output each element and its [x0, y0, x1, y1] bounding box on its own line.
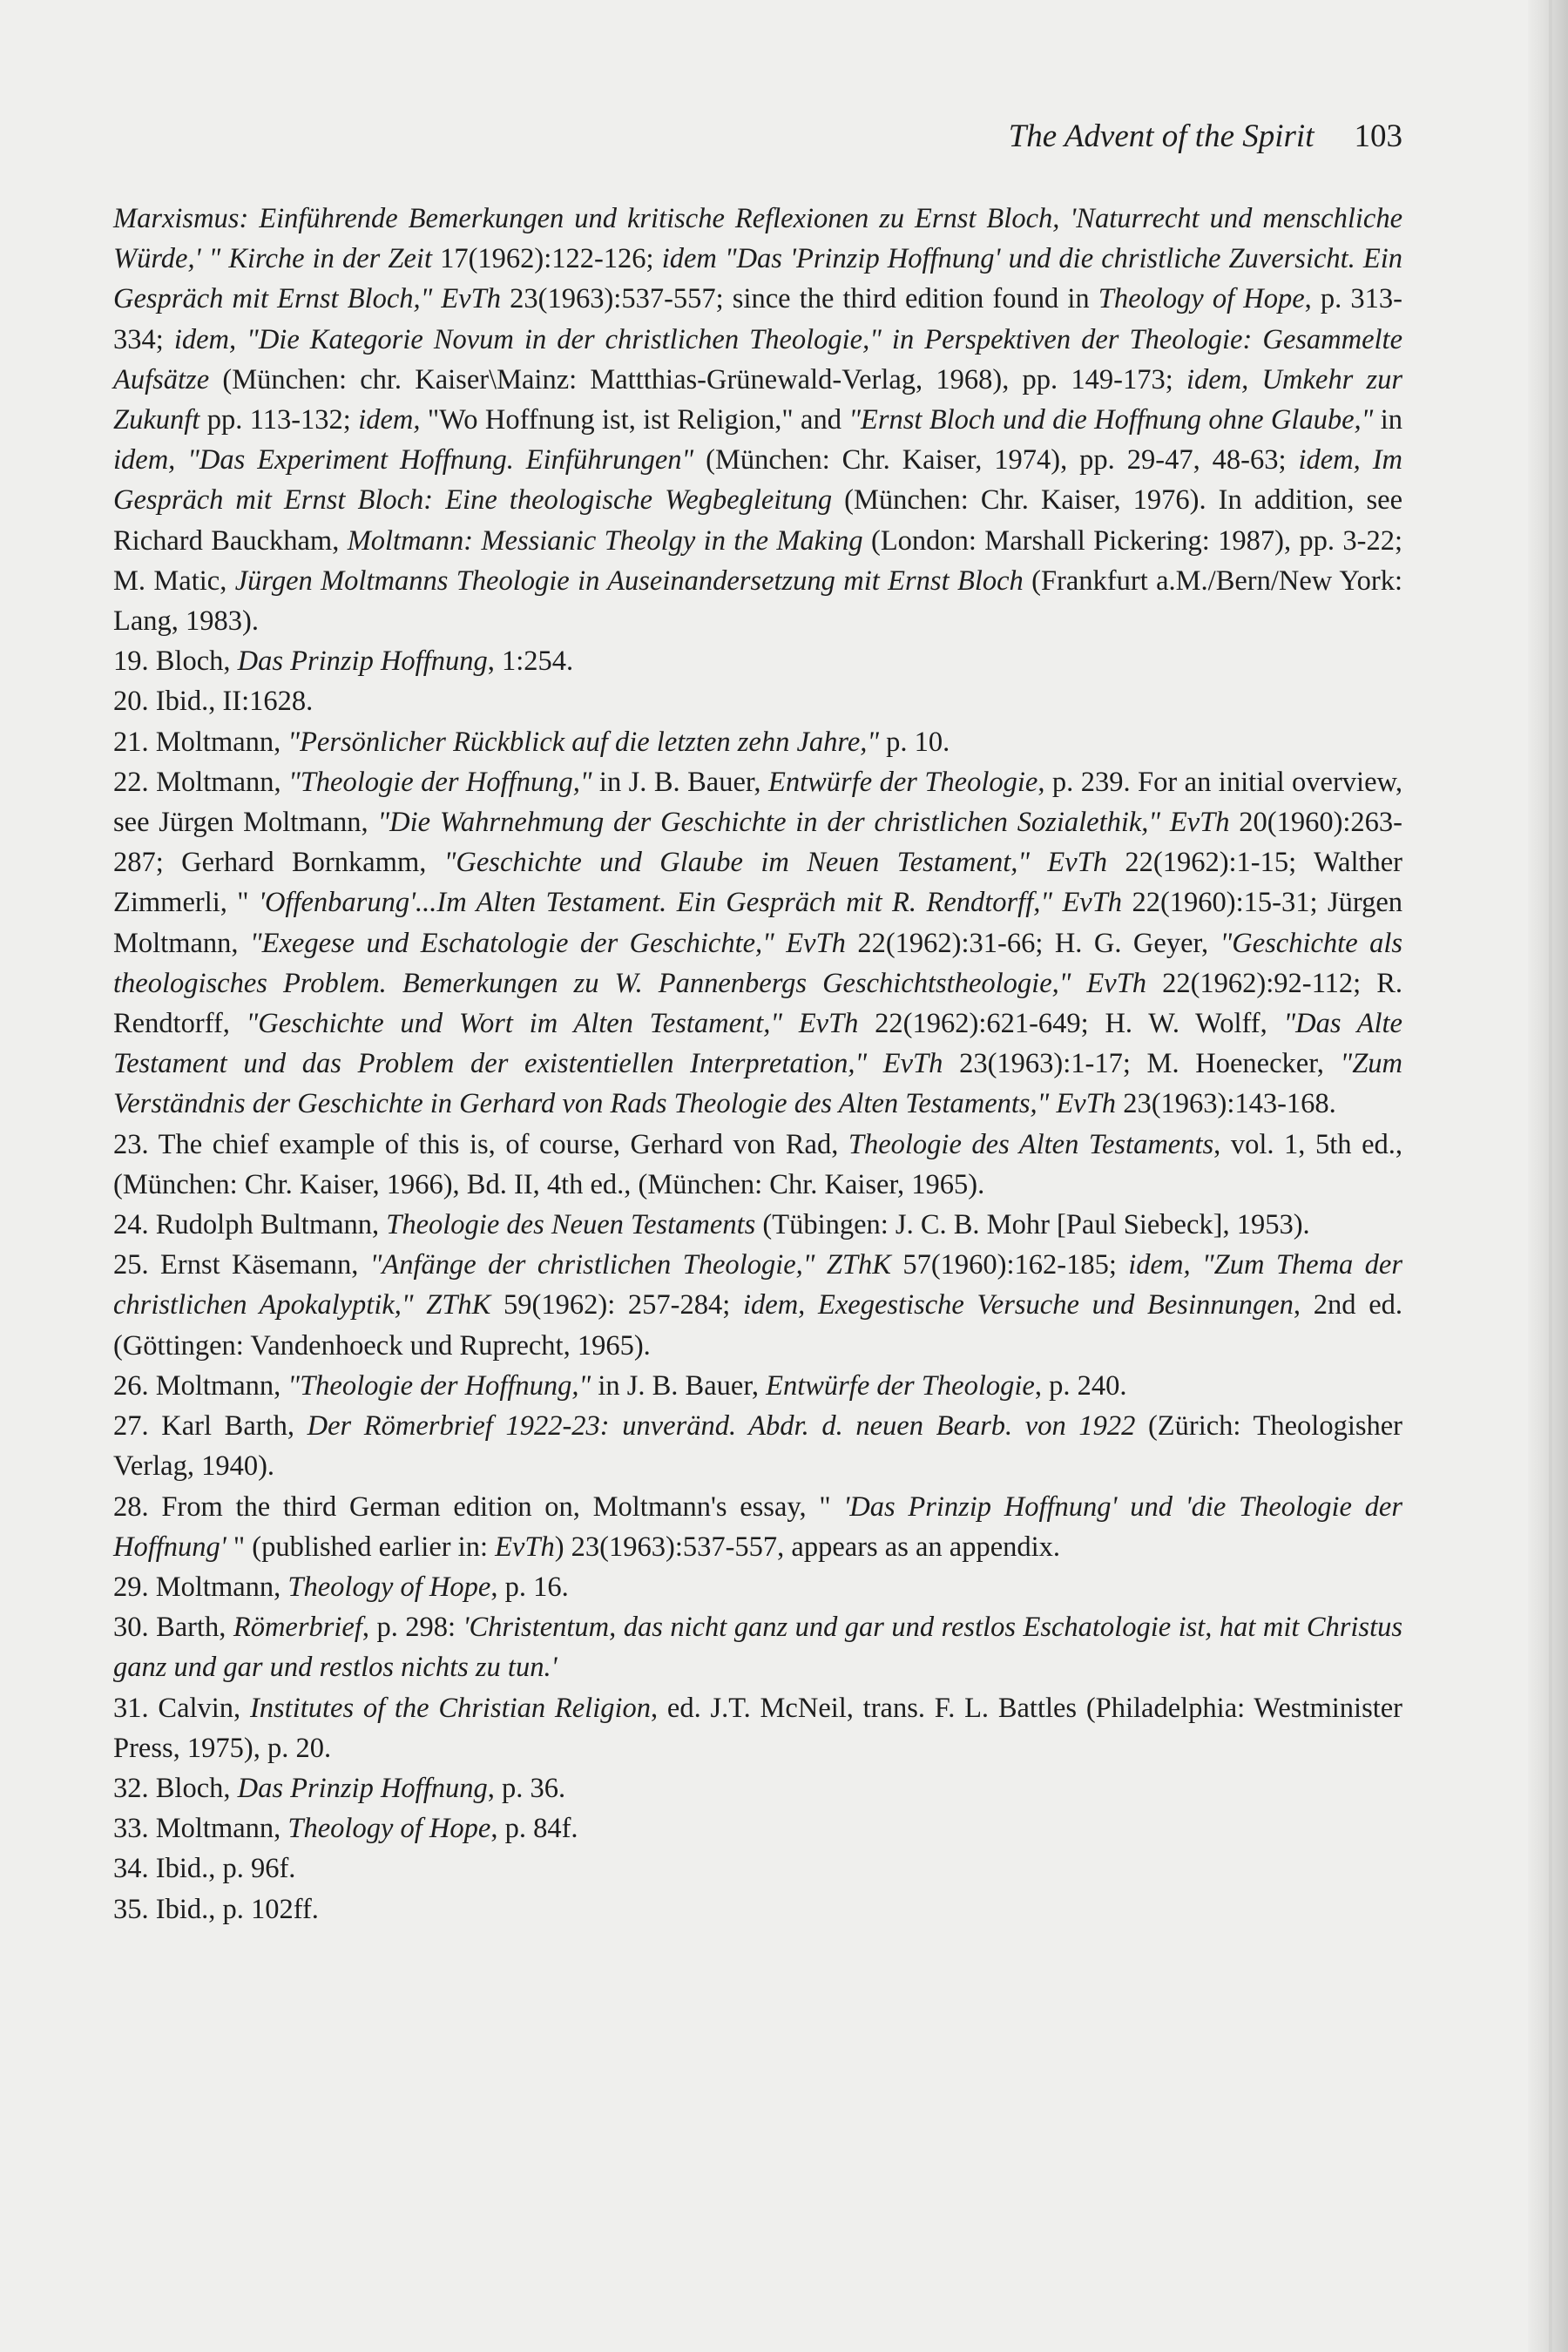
italic-run: Marxismus: Einführende Bemerkungen und kritische Reflexionen zu Ernst Bloch, 'Naturrecht und menschliche Würde,' " Kirche in der Zeit [113, 203, 1402, 275]
text-run: 23(1963):1-17; M. Hoenecker, [943, 1048, 1341, 1080]
italic-run: Theology of Hope [287, 1571, 491, 1603]
italic-run: "Anfänge der christlichen Theologie," ZThK [369, 1249, 891, 1281]
italic-run: "Theologie der Hoffnung," [288, 766, 592, 798]
text-run: , p. 298: [362, 1612, 463, 1644]
text-run: Rudolph Bultmann, [155, 1209, 387, 1241]
text-run: (Zürich: Theologisher Verlag, 1940). [113, 1410, 1402, 1483]
italic-run: 'Offenbarung'...Im Alten Testament. Ein Gespräch mit R. Rendtorff," EvTh [259, 887, 1123, 919]
text-run: Ibid., p. 96f. [155, 1853, 296, 1885]
text-run: 22(1962):621-649; H. W. Wolff, [858, 1008, 1284, 1040]
endnote-number: 19. [113, 645, 149, 678]
endnote-19 [113, 641, 1402, 681]
endnote-number: 24. [113, 1209, 149, 1241]
text-run: 23(1963):143-168. [1116, 1088, 1336, 1120]
endnote-23 [113, 1125, 1402, 1205]
text-run: p. 10. [879, 726, 950, 758]
endnote-number: 27. [113, 1410, 149, 1443]
text-run: "Wo Hoffnung ist, ist Religion," and [420, 404, 849, 436]
endnote-24 [113, 1205, 1402, 1245]
italic-run: Das Prinzip Hoffnung [237, 1772, 488, 1804]
endnote-29 [113, 1567, 1402, 1607]
endnote-22 [113, 762, 1402, 1125]
text-run: (Tübingen: J. C. B. Mohr [Paul Siebeck], 1953). [755, 1209, 1310, 1241]
endnote-number: 23. [113, 1128, 149, 1160]
text-run: (London: Marshall Pickering: 1987), pp. 3-22; M. Matic, [113, 524, 1402, 597]
endnote-25 [113, 1245, 1402, 1366]
text-run: From the third German edition on, Moltmann's essay, " [161, 1490, 844, 1523]
text-run: Ibid., II:1628. [155, 686, 314, 718]
italic-run: idem, "Die Kategorie Novum in der christlichen Theologie," in Perspektiven der Theologie: Gesammelte Aufsätze [113, 323, 1402, 395]
endnote-28 [113, 1487, 1402, 1567]
text-run: 22(1962):92-112; R. Rendtorff, [113, 967, 1403, 1040]
text-run: 17(1962):122-126; [431, 243, 662, 275]
endnote-number: 35. [113, 1893, 149, 1925]
endnote-continuation [113, 199, 1402, 641]
text-run: (München: Chr. Kaiser, 1974), pp. 29-47, 48-63; [693, 444, 1299, 476]
italic-run: idem, "Das Experiment Hoffnung. Einführungen" [113, 444, 694, 476]
italic-run: "Geschichte und Wort im Alten Testament," EvTh [246, 1008, 859, 1040]
text-run: Ibid., p. 102ff. [155, 1893, 319, 1925]
italic-run: 'Das Prinzip Hoffnung' und 'die Theologie der Hoffnung' [113, 1490, 1403, 1563]
endnote-number: 32. [113, 1772, 149, 1804]
endnote-number: 29. [113, 1571, 149, 1603]
text-run: Moltmann, [155, 1369, 288, 1402]
text-run: " (published earlier in: [226, 1531, 496, 1563]
italic-run: idem, Umkehr zur Zukunft [113, 363, 1402, 436]
italic-run: Theology of Hope [1098, 283, 1305, 315]
italic-run: Römerbrief [233, 1612, 362, 1644]
italic-run: Entwürfe der Theologie [766, 1369, 1035, 1402]
text-run: , ed. J.T. McNeil, trans. F. L. Battles (Philadelphia: Westminister Press, 1975), p. 20. [113, 1692, 1403, 1764]
endnote-26 [113, 1366, 1402, 1406]
text-run: Barth, [156, 1612, 233, 1644]
text-run: 59(1962): 257-284; [490, 1289, 743, 1321]
text-run: , p. 36. [487, 1772, 566, 1804]
endnote-35 [113, 1889, 1402, 1930]
page-number: 103 [1354, 118, 1402, 154]
italic-run: "Geschichte als theologisches Problem. Bemerkungen zu W. Pannenbergs Geschichtstheologie," EvTh [113, 927, 1402, 999]
italic-run: idem, Exegestische Versuche und Besinnungen [743, 1289, 1294, 1321]
text-run: , 2nd ed. (Göttingen: Vandenhoeck und Ruprecht, 1965). [113, 1289, 1402, 1362]
text-run: pp. 113-132; [199, 404, 359, 436]
endnote-number: 26. [113, 1369, 149, 1402]
italic-run: Der Römerbrief 1922-23: unveränd. Abdr. d. neuen Bearb. von 1922 [307, 1410, 1136, 1443]
text-run: Moltmann, [155, 726, 288, 758]
text-run: Moltmann, [155, 1571, 288, 1603]
italic-run: "Exegese und Eschatologie der Geschichte," EvTh [250, 927, 846, 959]
text-run: Bloch, [155, 645, 238, 678]
text-run: Calvin, [158, 1692, 250, 1724]
italic-run: idem, Im Gespräch mit Ernst Bloch: Eine theologische Wegbegleitung [113, 444, 1402, 517]
italic-run: "Theologie der Hoffnung," [287, 1369, 591, 1402]
text-run: ) 23(1963):537-557, appears as an appendix. [554, 1531, 1061, 1563]
endnote-31 [113, 1688, 1402, 1768]
text-run: The chief example of this is, of course, Gerhard von Rad, [158, 1128, 848, 1160]
italic-run: "Das Alte Testament und das Problem der existentiellen Interpretation," EvTh [113, 1008, 1402, 1080]
endnote-21 [113, 722, 1402, 762]
italic-run: "Ernst Bloch und die Hoffnung ohne Glaube," [848, 404, 1374, 436]
text-run: 23(1963):537-557; since the third edition found in [501, 283, 1098, 315]
italic-run: Das Prinzip Hoffnung [237, 645, 488, 678]
page-edge-line [1549, 0, 1552, 2352]
endnote-32 [113, 1768, 1402, 1808]
text-run: (München: chr. Kaiser\Mainz: Mattthias-Grünewald-Verlag, 1968), pp. 149-173; [209, 363, 1186, 395]
italic-run: Theologie des Neuen Testaments [386, 1209, 756, 1241]
italic-run: "Geschichte und Glaube im Neuen Testament," EvTh [443, 847, 1107, 879]
text-run: in J. B. Bauer, [591, 766, 768, 798]
text-run: , p. 84f. [490, 1813, 578, 1845]
endnote-20 [113, 681, 1402, 721]
page-edge-shadow [1528, 0, 1568, 2352]
italic-run: "Zum Verständnis der Geschichte in Gerhard von Rads Theologie des Alten Testaments," EvTh [113, 1048, 1402, 1120]
endnote-number: 21. [113, 726, 149, 758]
endnote-number: 34. [113, 1853, 149, 1885]
endnote-34 [113, 1848, 1402, 1889]
text-run: , p. 239. For an initial overview, see Jürgen Moltmann, [113, 766, 1402, 839]
text-run: Moltmann, [156, 766, 289, 798]
text-run: in J. B. Bauer, [591, 1369, 767, 1402]
text-run: Moltmann, [155, 1813, 288, 1845]
text-run: 57(1960):162-185; [890, 1249, 1129, 1281]
italic-run: "Persönlicher Rückblick auf die letzten zehn Jahre," [287, 726, 880, 758]
endnote-number: 28. [113, 1490, 149, 1523]
text-run: , p. 16. [490, 1571, 569, 1603]
running-head [932, 116, 1402, 158]
text-run: 20(1960):263-287; Gerhard Bornkamm, [113, 807, 1403, 879]
text-run: (Frankfurt a.M./Bern/New York: Lang, 1983). [113, 564, 1403, 638]
italic-run: "Die Wahrnehmung der Geschichte in der christlichen Sozialethik," EvTh [377, 807, 1230, 839]
italic-run: Moltmann: Messianic Theolgy in the Making [347, 524, 863, 557]
endnotes-block [113, 199, 1402, 1930]
text-run: , p. 240. [1034, 1369, 1127, 1402]
text-run: , vol. 1, 5th ed., (München: Chr. Kaiser, 1966), Bd. II, 4th ed., (München: Chr. Kaiser, 1965). [113, 1128, 1403, 1200]
text-run: in [1373, 404, 1402, 436]
endnote-number: 30. [113, 1612, 149, 1644]
italic-run: EvTh [495, 1531, 555, 1563]
italic-run: Theology of Hope [287, 1813, 491, 1845]
text-run: 22(1962):1-15; Walther Zimmerli, " [113, 847, 1403, 919]
italic-run: Theologie des Alten Testaments [848, 1128, 1214, 1160]
running-head-title: The Advent of the Spirit [1008, 118, 1315, 154]
text-run: , p. 313-334; [113, 283, 1402, 355]
endnote-27 [113, 1406, 1402, 1486]
text-run: 22(1960):15-31; Jürgen Moltmann, [113, 887, 1402, 959]
endnote-number: 20. [113, 686, 149, 718]
text-run: Karl Barth, [161, 1410, 308, 1443]
endnote-30 [113, 1607, 1402, 1687]
text-run: , 1:254. [487, 645, 574, 678]
italic-run: Jürgen Moltmanns Theologie in Auseinandersetzung mit Ernst Bloch [234, 564, 1024, 597]
italic-run: idem, [358, 404, 421, 436]
italic-run: Institutes of the Christian Religion [249, 1692, 652, 1724]
text-run: Ernst Käsemann, [160, 1249, 370, 1281]
endnote-number: 33. [113, 1813, 149, 1845]
endnote-number: 31. [113, 1692, 149, 1724]
italic-run: idem "Das 'Prinzip Hoffnung' und die christliche Zuversicht. Ein Gespräch mit Ernst Bloch," EvTh [113, 243, 1403, 315]
endnote-number: 25. [113, 1249, 149, 1281]
text-run: (München: Chr. Kaiser, 1976). In addition, see Richard Bauckham, [113, 484, 1402, 557]
italic-run: 'Christentum, das nicht ganz und gar und restlos Eschatologie ist, hat mit Christus ganz und gar und restlos nichts zu tun.' [113, 1612, 1402, 1684]
italic-run: Entwürfe der Theologie [767, 766, 1038, 798]
text-run: 22(1962):31-66; H. G. Geyer, [845, 927, 1220, 959]
endnote-number: 22. [113, 766, 149, 798]
italic-run: idem, "Zum Thema der christlichen Apokalyptik," ZThK [113, 1249, 1403, 1321]
text-run: Bloch, [155, 1772, 238, 1804]
endnote-33 [113, 1808, 1402, 1848]
